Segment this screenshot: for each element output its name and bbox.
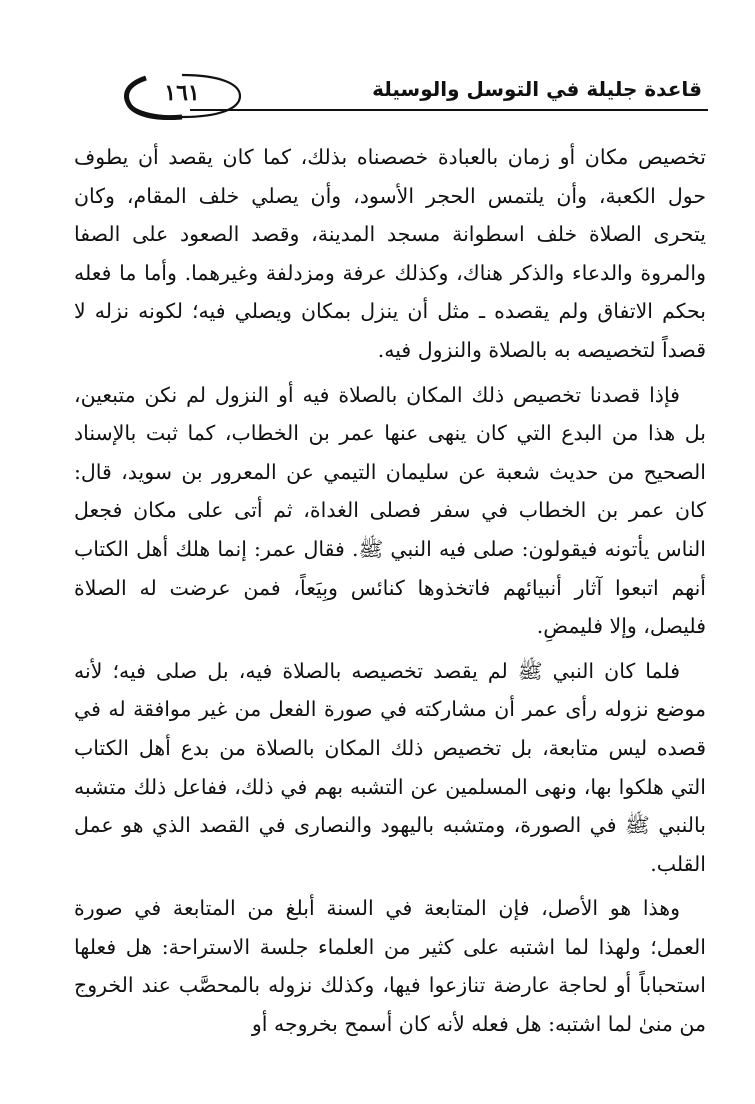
paragraph-1: تخصيص مكان أو زمان بالعبادة خصصناه بذلك، كما كان يقصد أن يطوف حول الكعبة، وأن يلتمس الحجر الأسود، وأن يصلي خلف المقام، وكان يتحرى الصلاة خلف اسطوانة مسجد المدينة، وقصد الصعود على الصفا والمروة والدعاء والذكر هناك، وكذلك عرفة ومزدلفة وغيرهما. وأما ما فعله بحكم الاتفاق ولم يقصده ـ مثل أن ينزل بمكان ويصلي فيه؛ لكونه نزله لا قصداً لتخصيصه به بالصلاة والنزول فيه. [74,145,706,362]
book-title: قاعدة جليلة في التوسل والوسيلة [372,77,702,101]
page-number-oval [120,72,244,120]
paragraph-4: وهذا هو الأصل، فإن المتابعة في السنة أبلغ من المتابعة في صورة العمل؛ ولهذا لما اشتبه على كثير من العلماء جلسة الاستراحة: هل فعلها استحباباً أو لحاجة عارضة تنازعوا فيها، وكذلك نزوله بالمحصَّب عند الخروج من منىٰ لما اشتبه: هل فعله لأنه كان أسمح بخروجه أو [74,896,706,1037]
page-number: ١٦١ [164,80,200,106]
page-header [72,70,708,126]
header-rule [190,109,708,111]
paragraph-3: فلما كان النبي ﷺ لم يقصد تخصيصه بالصلاة فيه، بل صلى فيه؛ لأنه موضع نزوله رأى عمر أن مشاركته في صورة الفعل من غير موافقة له في قصده ليس متابعة، بل تخصيص ذلك المكان بالصلاة من بدع أهل الكتاب التي هلكوا بها، ونهى المسلمين عن التشبه بهم في ذلك، ففاعل ذلك متشبه بالنبي ﷺ في الصورة، ومتشبه باليهود والنصارى في القصد الذي هو عمل القلب. [74,658,706,876]
page-body [74,138,706,1050]
paragraph-2: فإذا قصدنا تخصيص ذلك المكان بالصلاة فيه أو النزول لم نكن متبعين، بل هذا من البدع التي كان ينهى عنها عمر بن الخطاب، كما ثبت بالإسناد الصحيح من حديث شعبة عن سليمان التيمي عن المعرور بن سويد، قال: كان عمر بن الخطاب في سفر فصلى الغداة، ثم أتى على مكان فجعل الناس يأتونه فيقولون: صلى فيه النبي ﷺ. فقال عمر: إنما هلك أهل الكتاب أنهم اتبعوا آثار أنبيائهم فاتخذوها كنائس وبِيَعاً، فمن عرضت له الصلاة فليصل، وإلا فليمضِ. [74,382,706,639]
